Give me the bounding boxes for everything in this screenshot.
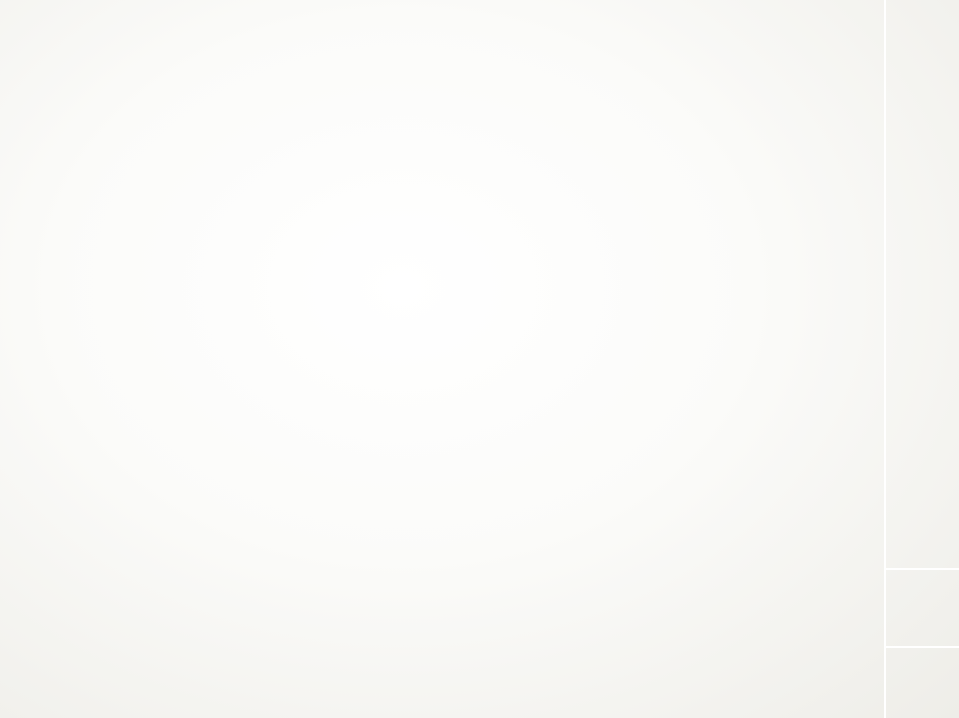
decorative-sidebar (884, 0, 959, 718)
sidebar-top-block (884, 0, 959, 568)
sidebar-middle-block (884, 568, 959, 646)
bullet-marker-icon (71, 188, 79, 196)
sidebar-bottom-block (884, 646, 959, 718)
bullet-list (95, 168, 834, 174)
